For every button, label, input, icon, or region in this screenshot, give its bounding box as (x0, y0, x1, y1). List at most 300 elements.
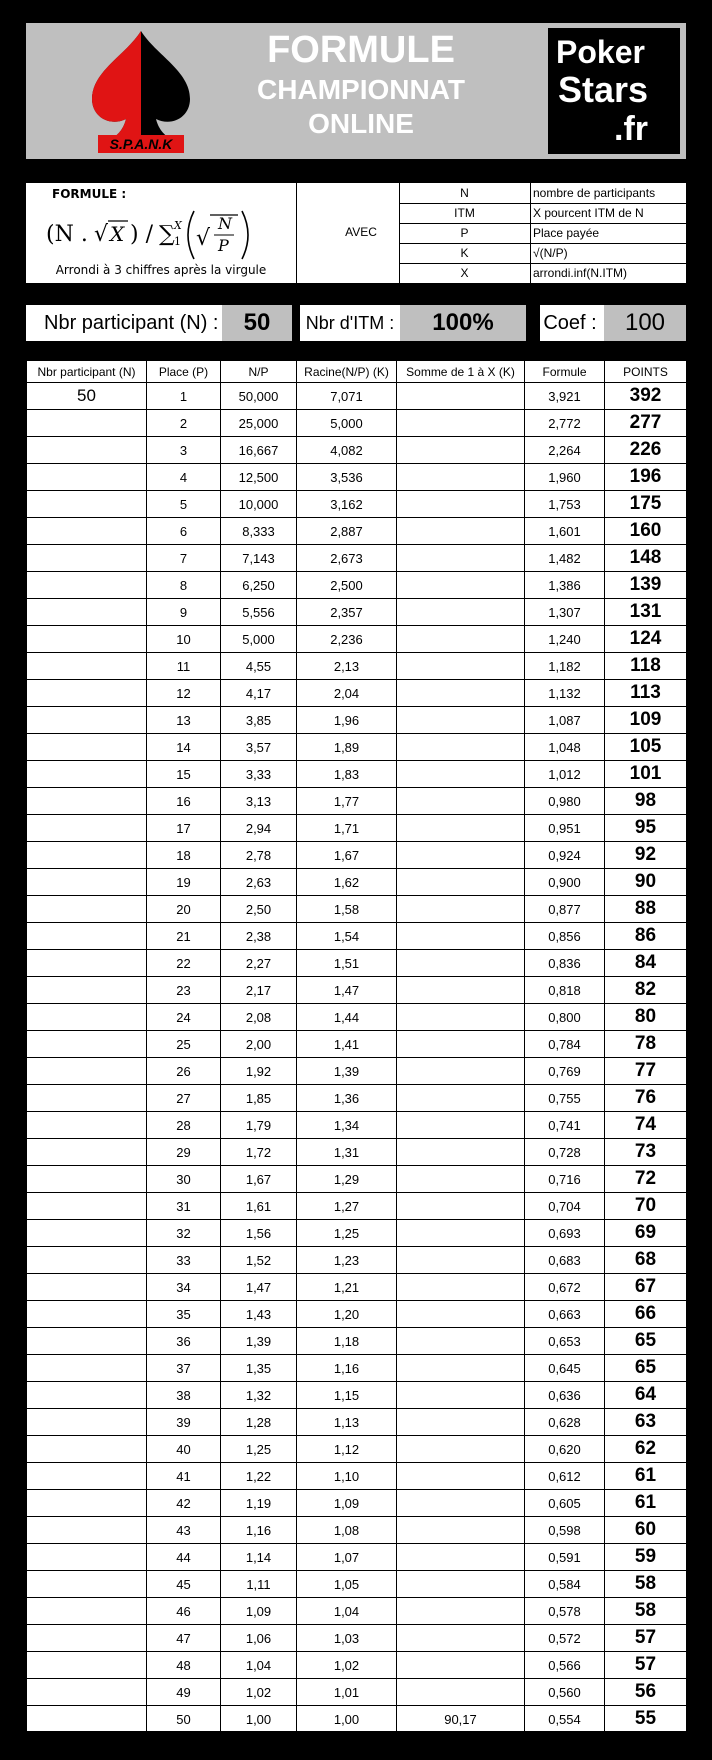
cell-place: 42 (147, 1490, 221, 1517)
cell-place: 31 (147, 1193, 221, 1220)
cell-place: 3 (147, 437, 221, 464)
cell-participants (27, 1139, 147, 1166)
cell-racine: 1,83 (297, 761, 397, 788)
legend-value: X pourcent ITM de N (533, 206, 644, 220)
table-row (27, 1625, 687, 1652)
cell-np: 3,13 (221, 788, 297, 815)
cell-formule: 0,605 (525, 1490, 605, 1517)
cell-somme (397, 1355, 525, 1382)
cell-racine: 1,58 (297, 896, 397, 923)
cell-racine: 1,62 (297, 869, 397, 896)
cell-somme (397, 464, 525, 491)
cell-somme (397, 1625, 525, 1652)
table-body (27, 383, 687, 1733)
cell-points: 160 (605, 518, 687, 545)
cell-np: 1,11 (221, 1571, 297, 1598)
table-row (27, 383, 687, 410)
cell-participants (27, 1625, 147, 1652)
table-row (27, 437, 687, 464)
cell-somme (397, 707, 525, 734)
cell-somme (397, 815, 525, 842)
legend-row (399, 263, 686, 283)
cell-points: 78 (605, 1031, 687, 1058)
cell-formule: 1,601 (525, 518, 605, 545)
cell-racine: 1,77 (297, 788, 397, 815)
cell-place: 29 (147, 1139, 221, 1166)
cell-points: 95 (605, 815, 687, 842)
participants-input[interactable]: 50 (222, 305, 292, 341)
svg-text:(N .: (N . (46, 222, 88, 247)
cell-formule: 0,663 (525, 1301, 605, 1328)
table-row (27, 842, 687, 869)
cell-participants (27, 1355, 147, 1382)
cell-points: 226 (605, 437, 687, 464)
itm-input[interactable]: 100% (400, 305, 526, 341)
cell-somme (397, 1247, 525, 1274)
table-row (27, 788, 687, 815)
cell-formule: 0,578 (525, 1598, 605, 1625)
cell-np: 1,56 (221, 1220, 297, 1247)
cell-formule: 0,584 (525, 1571, 605, 1598)
cell-points: 58 (605, 1571, 687, 1598)
cell-formule: 0,980 (525, 788, 605, 815)
cell-racine: 1,02 (297, 1652, 397, 1679)
table-row (27, 518, 687, 545)
pokerstars-logo-tld: .fr (614, 110, 648, 148)
cell-formule: 0,877 (525, 896, 605, 923)
cell-points: 61 (605, 1490, 687, 1517)
cell-somme (397, 572, 525, 599)
table-row (27, 1382, 687, 1409)
svg-text:N: N (218, 214, 232, 233)
table-row (27, 464, 687, 491)
pokerstars-logo-line2: Stars (558, 69, 649, 110)
spank-spade-logo (66, 27, 216, 155)
cell-participants (27, 1004, 147, 1031)
cell-place: 45 (147, 1571, 221, 1598)
cell-formule: 0,653 (525, 1328, 605, 1355)
cell-formule: 1,753 (525, 491, 605, 518)
cell-np: 8,333 (221, 518, 297, 545)
cell-somme (397, 599, 525, 626)
cell-participants (27, 1193, 147, 1220)
table-row (27, 977, 687, 1004)
cell-points: 57 (605, 1625, 687, 1652)
cell-np: 2,27 (221, 950, 297, 977)
cell-np: 2,78 (221, 842, 297, 869)
parameter-bar (26, 305, 686, 341)
table-row (27, 653, 687, 680)
cell-place: 14 (147, 734, 221, 761)
cell-place: 40 (147, 1436, 221, 1463)
legend-value: arrondi.inf(N.ITM) (533, 266, 628, 280)
cell-somme (397, 1436, 525, 1463)
cell-formule: 0,598 (525, 1517, 605, 1544)
cell-somme (397, 1463, 525, 1490)
table-row (27, 1652, 687, 1679)
legend-key: P (460, 226, 469, 240)
cell-racine: 1,08 (297, 1517, 397, 1544)
table-row (27, 1220, 687, 1247)
cell-points: 68 (605, 1247, 687, 1274)
cell-racine: 1,96 (297, 707, 397, 734)
legend-value: Place payée (533, 226, 600, 240)
cell-somme (397, 1031, 525, 1058)
cell-participants (27, 1571, 147, 1598)
cell-np: 1,43 (221, 1301, 297, 1328)
cell-racine: 1,51 (297, 950, 397, 977)
legend-row (399, 203, 686, 224)
cell-racine: 1,01 (297, 1679, 397, 1706)
cell-participants (27, 1517, 147, 1544)
cell-np: 1,79 (221, 1112, 297, 1139)
table-row (27, 572, 687, 599)
cell-points: 92 (605, 842, 687, 869)
cell-racine: 1,67 (297, 842, 397, 869)
cell-racine: 1,89 (297, 734, 397, 761)
cell-place: 48 (147, 1652, 221, 1679)
cell-participants (27, 1301, 147, 1328)
legend-key: K (460, 246, 469, 260)
cell-formule: 1,240 (525, 626, 605, 653)
cell-np: 50,000 (221, 383, 297, 410)
cell-racine: 1,13 (297, 1409, 397, 1436)
table-row (27, 1463, 687, 1490)
cell-place: 15 (147, 761, 221, 788)
cell-formule: 3,921 (525, 383, 605, 410)
cell-points: 56 (605, 1679, 687, 1706)
spank-logo-text: S.P.A.N.K (109, 136, 173, 152)
cell-points: 277 (605, 410, 687, 437)
cell-participants (27, 1328, 147, 1355)
cell-np: 1,85 (221, 1085, 297, 1112)
cell-points: 77 (605, 1058, 687, 1085)
svg-text:X: X (174, 219, 182, 232)
cell-np: 1,19 (221, 1490, 297, 1517)
cell-place: 9 (147, 599, 221, 626)
cell-racine: 1,54 (297, 923, 397, 950)
cell-points: 69 (605, 1220, 687, 1247)
header-banner (26, 23, 686, 159)
cell-formule: 0,741 (525, 1112, 605, 1139)
cell-place: 37 (147, 1355, 221, 1382)
cell-somme: 90,17 (397, 1706, 525, 1733)
cell-formule: 0,672 (525, 1274, 605, 1301)
cell-somme (397, 437, 525, 464)
cell-participants (27, 599, 147, 626)
cell-place: 47 (147, 1625, 221, 1652)
svg-text:P: P (218, 236, 229, 255)
points-table (26, 360, 686, 1731)
cell-formule: 0,572 (525, 1625, 605, 1652)
cell-somme (397, 1139, 525, 1166)
itm-label: Nbr d'ITM : (305, 313, 395, 333)
cell-place: 6 (147, 518, 221, 545)
cell-place: 25 (147, 1031, 221, 1058)
cell-points: 55 (605, 1706, 687, 1733)
cell-formule: 0,728 (525, 1139, 605, 1166)
pokerstars-logo (548, 28, 680, 154)
cell-formule: 1,182 (525, 653, 605, 680)
cell-np: 1,35 (221, 1355, 297, 1382)
cell-place: 18 (147, 842, 221, 869)
formula-note: Arrondi à 3 chiffres après la virgule (55, 263, 267, 277)
cell-points: 101 (605, 761, 687, 788)
cell-formule: 0,645 (525, 1355, 605, 1382)
cell-racine: 7,071 (297, 383, 397, 410)
table-row (27, 734, 687, 761)
col-header-points: POINTS (605, 361, 687, 383)
cell-place: 28 (147, 1112, 221, 1139)
cell-somme (397, 1274, 525, 1301)
cell-place: 10 (147, 626, 221, 653)
cell-somme (397, 1058, 525, 1085)
cell-racine: 1,39 (297, 1058, 397, 1085)
cell-somme (397, 1328, 525, 1355)
legend-key: X (460, 266, 469, 280)
cell-np: 3,33 (221, 761, 297, 788)
table-row (27, 1436, 687, 1463)
cell-somme (397, 410, 525, 437)
svg-text:X: X (110, 222, 125, 246)
cell-racine: 1,41 (297, 1031, 397, 1058)
cell-participants: 50 (27, 383, 147, 410)
cell-somme (397, 1544, 525, 1571)
cell-racine: 1,03 (297, 1625, 397, 1652)
cell-formule: 0,951 (525, 815, 605, 842)
table-row (27, 1544, 687, 1571)
cell-participants (27, 1031, 147, 1058)
table-row (27, 869, 687, 896)
table-row (27, 1301, 687, 1328)
cell-points: 74 (605, 1112, 687, 1139)
cell-somme (397, 788, 525, 815)
cell-points: 98 (605, 788, 687, 815)
table-row (27, 1328, 687, 1355)
cell-racine: 1,20 (297, 1301, 397, 1328)
cell-formule: 0,636 (525, 1382, 605, 1409)
cell-formule: 1,048 (525, 734, 605, 761)
cell-place: 34 (147, 1274, 221, 1301)
cell-racine: 1,05 (297, 1571, 397, 1598)
cell-racine: 1,09 (297, 1490, 397, 1517)
cell-somme (397, 923, 525, 950)
table-row (27, 626, 687, 653)
cell-np: 4,55 (221, 653, 297, 680)
cell-racine: 2,887 (297, 518, 397, 545)
cell-formule: 0,591 (525, 1544, 605, 1571)
cell-somme (397, 1598, 525, 1625)
table-row (27, 491, 687, 518)
cell-formule: 0,620 (525, 1436, 605, 1463)
svg-text:∑: ∑ (159, 222, 175, 247)
cell-somme (397, 1517, 525, 1544)
table-row (27, 1706, 687, 1733)
cell-racine: 1,12 (297, 1436, 397, 1463)
cell-place: 4 (147, 464, 221, 491)
cell-racine: 1,18 (297, 1328, 397, 1355)
cell-formule: 2,772 (525, 410, 605, 437)
cell-formule: 0,628 (525, 1409, 605, 1436)
cell-somme (397, 1301, 525, 1328)
table-row (27, 1004, 687, 1031)
cell-np: 1,47 (221, 1274, 297, 1301)
cell-place: 2 (147, 410, 221, 437)
cell-racine: 1,21 (297, 1274, 397, 1301)
cell-formule: 0,818 (525, 977, 605, 1004)
cell-formule: 1,386 (525, 572, 605, 599)
formula-avec: AVEC (345, 225, 377, 239)
cell-participants (27, 896, 147, 923)
cell-points: 67 (605, 1274, 687, 1301)
cell-racine: 2,236 (297, 626, 397, 653)
cell-np: 1,72 (221, 1139, 297, 1166)
cell-participants (27, 1220, 147, 1247)
cell-participants (27, 923, 147, 950)
legend-row (399, 223, 686, 244)
cell-participants (27, 1463, 147, 1490)
cell-np: 2,50 (221, 896, 297, 923)
cell-somme (397, 1409, 525, 1436)
cell-participants (27, 1085, 147, 1112)
cell-racine: 1,47 (297, 977, 397, 1004)
cell-participants (27, 734, 147, 761)
cell-np: 10,000 (221, 491, 297, 518)
cell-np: 25,000 (221, 410, 297, 437)
page-title (256, 27, 466, 141)
cell-racine: 3,536 (297, 464, 397, 491)
cell-participants (27, 707, 147, 734)
cell-points: 113 (605, 680, 687, 707)
cell-somme (397, 761, 525, 788)
cell-points: 76 (605, 1085, 687, 1112)
cell-place: 32 (147, 1220, 221, 1247)
cell-somme (397, 653, 525, 680)
cell-somme (397, 1679, 525, 1706)
cell-points: 65 (605, 1328, 687, 1355)
coef-input[interactable]: 100 (604, 305, 686, 341)
cell-formule: 0,800 (525, 1004, 605, 1031)
cell-points: 61 (605, 1463, 687, 1490)
cell-np: 1,16 (221, 1517, 297, 1544)
cell-points: 392 (605, 383, 687, 410)
cell-place: 43 (147, 1517, 221, 1544)
cell-participants (27, 869, 147, 896)
cell-formule: 0,566 (525, 1652, 605, 1679)
table-row (27, 1112, 687, 1139)
cell-participants (27, 1598, 147, 1625)
svg-text:√: √ (196, 226, 211, 251)
cell-racine: 2,13 (297, 653, 397, 680)
cell-participants (27, 572, 147, 599)
cell-points: 131 (605, 599, 687, 626)
cell-place: 19 (147, 869, 221, 896)
formula-legend (399, 183, 686, 283)
cell-formule: 0,554 (525, 1706, 605, 1733)
cell-place: 46 (147, 1598, 221, 1625)
divider (292, 305, 300, 341)
cell-place: 5 (147, 491, 221, 518)
table-row (27, 1355, 687, 1382)
cell-racine: 1,10 (297, 1463, 397, 1490)
cell-points: 70 (605, 1193, 687, 1220)
cell-points: 72 (605, 1166, 687, 1193)
cell-racine: 3,162 (297, 491, 397, 518)
cell-participants (27, 680, 147, 707)
cell-racine: 1,16 (297, 1355, 397, 1382)
cell-participants (27, 1058, 147, 1085)
table-row (27, 1517, 687, 1544)
cell-np: 1,52 (221, 1247, 297, 1274)
cell-somme (397, 545, 525, 572)
cell-np: 5,556 (221, 599, 297, 626)
legend-row (399, 243, 686, 264)
cell-np: 16,667 (221, 437, 297, 464)
cell-formule: 1,132 (525, 680, 605, 707)
cell-racine: 4,082 (297, 437, 397, 464)
col-header-np: N/P (221, 361, 297, 383)
cell-place: 1 (147, 383, 221, 410)
cell-points: 86 (605, 923, 687, 950)
cell-formule: 0,693 (525, 1220, 605, 1247)
cell-participants (27, 1706, 147, 1733)
cell-np: 6,250 (221, 572, 297, 599)
cell-participants (27, 1274, 147, 1301)
table-row (27, 680, 687, 707)
cell-formule: 0,924 (525, 842, 605, 869)
table-row (27, 896, 687, 923)
cell-somme (397, 869, 525, 896)
cell-somme (397, 1085, 525, 1112)
table-row (27, 707, 687, 734)
cell-somme (397, 491, 525, 518)
cell-points: 118 (605, 653, 687, 680)
cell-participants (27, 1166, 147, 1193)
cell-somme (397, 1571, 525, 1598)
cell-np: 1,02 (221, 1679, 297, 1706)
legend-key: ITM (454, 206, 475, 220)
cell-points: 139 (605, 572, 687, 599)
legend-value: √(N/P) (533, 246, 568, 260)
legend-key: N (460, 186, 469, 200)
col-header-racine: Racine(N/P) (K) (297, 361, 397, 383)
legend-row (399, 183, 686, 204)
cell-formule: 2,264 (525, 437, 605, 464)
cell-points: 57 (605, 1652, 687, 1679)
cell-place: 44 (147, 1544, 221, 1571)
cell-place: 49 (147, 1679, 221, 1706)
table-row (27, 1031, 687, 1058)
cell-np: 12,500 (221, 464, 297, 491)
table-row (27, 1409, 687, 1436)
cell-np: 1,67 (221, 1166, 297, 1193)
cell-points: 59 (605, 1544, 687, 1571)
coef-label: Coef : (543, 312, 597, 334)
cell-np: 1,22 (221, 1463, 297, 1490)
cell-participants (27, 1490, 147, 1517)
cell-np: 1,92 (221, 1058, 297, 1085)
cell-somme (397, 977, 525, 1004)
cell-racine: 1,36 (297, 1085, 397, 1112)
formula-expression (46, 195, 286, 265)
cell-racine: 2,673 (297, 545, 397, 572)
cell-participants (27, 626, 147, 653)
cell-place: 8 (147, 572, 221, 599)
cell-formule: 1,307 (525, 599, 605, 626)
cell-formule: 0,560 (525, 1679, 605, 1706)
cell-points: 175 (605, 491, 687, 518)
cell-racine: 1,15 (297, 1382, 397, 1409)
